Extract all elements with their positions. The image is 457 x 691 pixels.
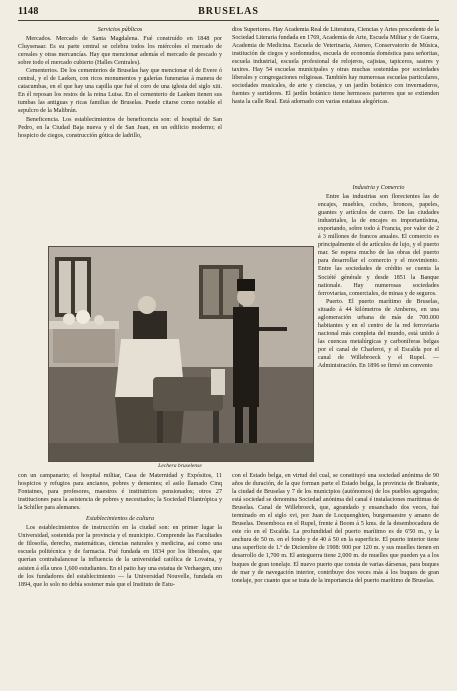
section-heading-services: Servicios públicos (97, 27, 143, 33)
page-number: 1148 (18, 6, 39, 17)
photo-caption: Lechera bruselense (158, 463, 202, 469)
paragraph-markets: Mercados. Mercado de Santa Magdalena. Fué construído en 1848 por Cluysenaar. Es su parte central se celebra todos los miércoles el mercado de cereales y otras mercancías. Hay que mencionar además el mercado de pescado y sobre todo el mercado cubierto (Halles Centrales). (18, 36, 222, 67)
left-column-top (18, 26, 222, 242)
right-column-bottom (232, 472, 439, 687)
header-rule (18, 20, 439, 21)
left-column-bottom (18, 472, 222, 687)
running-title: BRUSELAS (198, 6, 259, 17)
photo-illustration (49, 247, 313, 461)
right-column-industry (318, 184, 439, 484)
section-heading-culture: Establecimientos de cultura (85, 516, 155, 523)
paragraph-charity: Beneficencia. Los establecimientos de beneficencia son: el hospital de San Pedro, en la Ciudad Baja nueva y el de San Juan, en un edificio moderno; el hospicio de ciegos, construcción gótica de ladrillo, (18, 116, 222, 139)
paragraph-higher-studies: dios Superiores. Hay Academia Real de Literatura, Ciencias y Artes procedente de la Sociedad Literaria fundada en 1769, Academia de Arte, Escuela Militar y de Guerra, Academia de Medicina. Escuela de Veterinaria, Ateneo, Conservatorio de Música, institución de ciegos y sordomudos, escuela de economía doméstica para señoritas, escuela industrial, escuela profesional de relojeros, cajistas, tapiceros, sastres y taxires. Hay 54 escuelas municipales y otras muchas sostenidas por sociedades liberales y congregaciones religiosas. También hay numerosas escuelas particulares, sociedades musicales, de arte y ciencias, y un jardín botánico con invernaderos, fuentes y surtidores. El jardín botánico tiene hermosos parterres que se extienden hasta la calle Real. Está adornado con varias estatuas alegóricas. (232, 27, 439, 106)
paragraph-cemeteries: Cementerios. De los cementerios de Bruselas hay que mencionar el de Evere ó central, y el de Laeken, con ricos monumentos y galerías funerarias á manera de catacumbas, en el que hay una capilla que fué el coro de una iglesia del siglo xiii. En él reposan los restos de la reina Luisa. En el cementerio de Laeken tienen sus tumbas las antiguas y ricas familias de Bruselas. Puede citarse como notable el sepulcro de la Malibrán. (18, 68, 222, 115)
paragraph-culture: Los establecimientos de instrucción en la ciudad son: en primer lugar la Universidad, sostenida por la provincia y el municipio. Comprende las Facultades de filosofía, derecho, matemáticas, ciencias naturales y medicina, así como una escuela politécnica y de farmacia. Fué fundada en 1834 por los liberales, que querían contrabalancear la influencia de la universidad católica de Lovaina, y asisten á ella unos 1,600 estudiantes. En el patio hay una estatua de Verhaegen, uno de los fundadores del establecimiento — la Universidad Nouvelle, fundada en 1894, que lo solo no debía sostener más que el Instituto de Estu- (18, 525, 222, 588)
right-column-top (232, 26, 439, 182)
paragraph-industry: Entre las industrias son florecientes las de encajes, muebles, coches, bronces, papeles, guantes y artículos de cuero. De las ciudades industriales, la de encajes es importantísima, exportando, sobre todo á Francia, por valor de 2 á 3 millones de francos anuales. El comercio es principalmente el de artículos de lujo, y el puerto mar. Se espera mucho de las obras del puerto para desarrollar el comercio y el movimiento. Entre las sociedades de crédito se cuenta la Société générale y desde 1851 la Banque nationale. Hay numerosas sociedades ferroviarias, comerciales, de minas y de seguros. (318, 194, 439, 297)
paragraph-canal: con el Estado belga, en virtud del cual, se constituyó una sociedad anónima de 90 años de duración, de la que forman parte el Estado belga, la provincia de Brabante, la ciudad de Bruselas y 7 de los municipios (autónomos) de los pueblos agregados; está sociedad se denomina Sociedad anónima del canal é instalaciones marítimas de Bruselas. Canal de Willebroeck, que, agrandado y ensanchado dos veces, fué terminado en el siglo xvi, por Juan de Locquenghien, burgomaestre y amano de Bruselas. Desemboca en el Rupel, frente á Boom á 5 kms. de la desembocadura de este río en el Escalda. La profundidad del puerto marítimo es de 6'50 m., y la anchura de 50 m. en el fondo y de 40 á 50 en la superficie. El puerto interior tiene una superficie de 1.º de Diciembre de 1908: 900 por 120 m. y sus muelles tienen en desarrollo de 1,700 m. El anteguerra tiene 2,000 m. de muelles que pueden ya a los buques de gran tonelaje. El nuevo puerto que consta de varias dársenas, para buques de mar y de navegación interior, contribuye dos veces más á los buques de gran tonelaje, por cuanto que se trata de la importancia del puerto marítimo de Bruselas. (232, 473, 439, 584)
page-header (0, 0, 457, 22)
section-heading-industry: Industria y Comercio (352, 185, 405, 191)
paragraph-charity-continued: con un campanario; el hospital militar, Casa de Maternidad y Expósitos, 11 hospicios y refugios para ancianos, pobres y dementes; el asilo llamado Cinq Fontaines, para profesores, maestros é institutrices pensionados; otros 27 instituciones para la asistencia de pobres y necesitados; la Sociedad Filantrópica y la Schiller para alemanes. (18, 473, 222, 512)
photograph-milkmaid (48, 246, 314, 462)
paragraph-port: Puerto. El puerto marítimo de Bruselas, situado á 44 kilómetros de Amberes, en una aglomeración urbana de más de 700.000 habitantes y en el centro de la red ferroviaria nacional más completa del mundo, está unido á las cuencas metalúrgicas y carboníferas belgas por el canal de Charleroi, y el Escalda por el canal de Willebroeck y el Rupel. — Administración. En 1896 se firmó un convenio (318, 298, 439, 370)
